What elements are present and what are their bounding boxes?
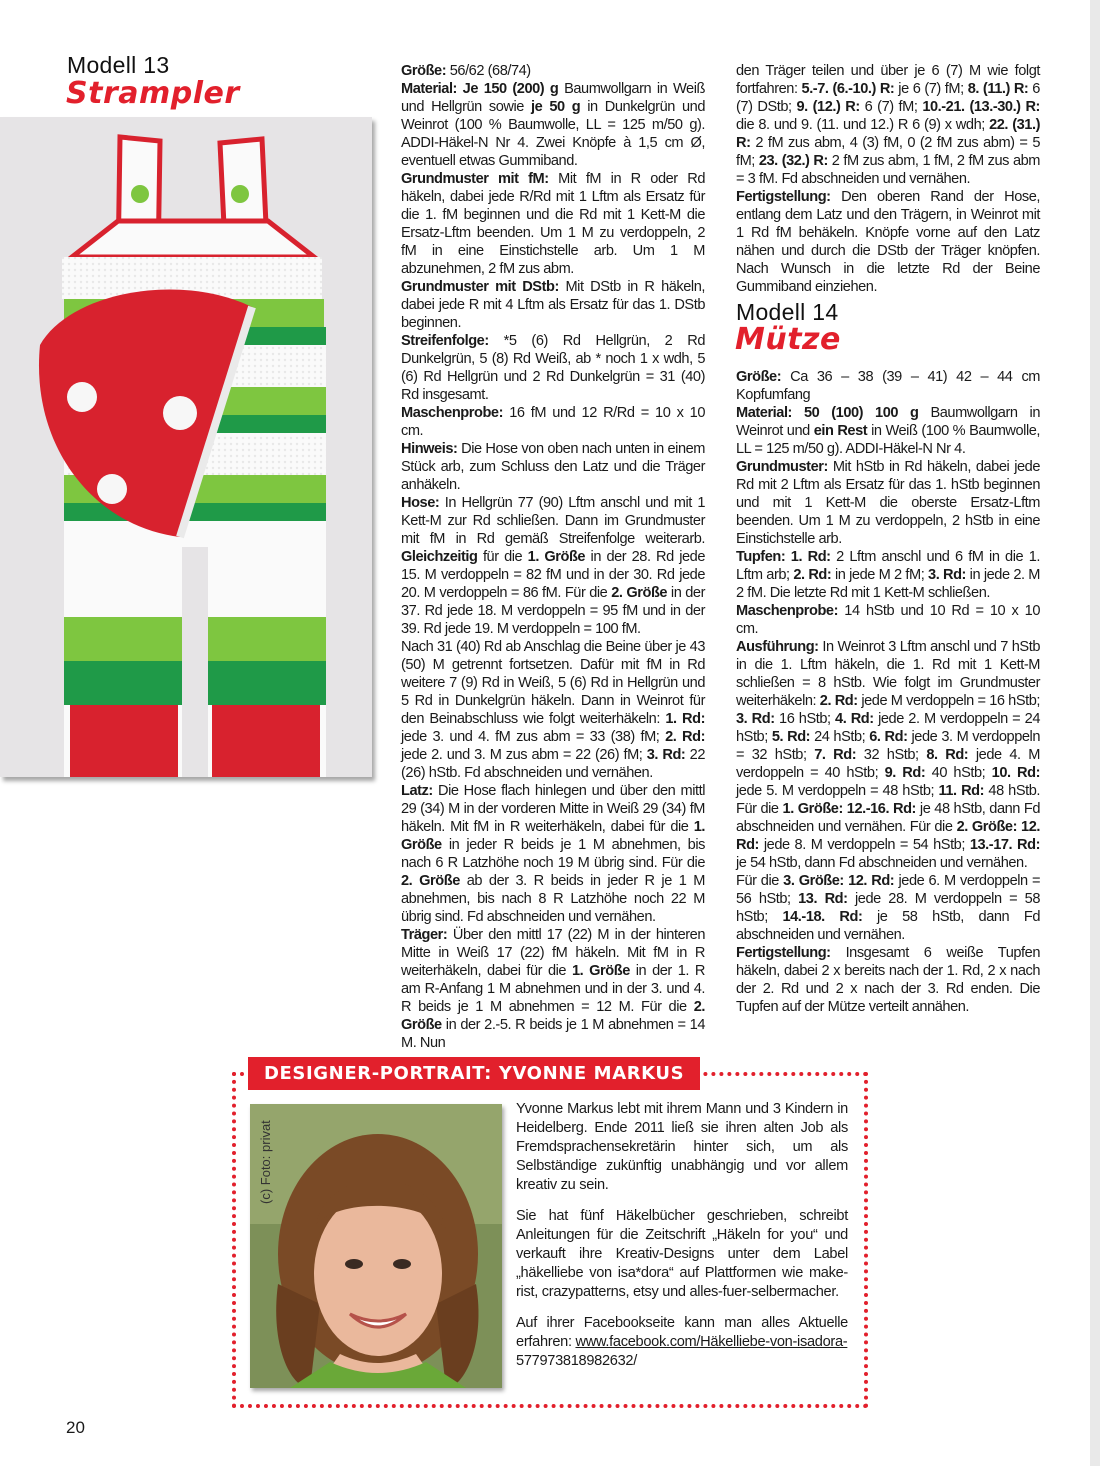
text-run: jede 3. M verdoppeln = 32 hStb; [736,729,1041,763]
bold-term: 22. (31.) R: [736,117,1040,151]
model14-title: Modell 14 [736,299,839,325]
page-edge [1090,0,1100,1466]
text-run: in jede M 2 fM; [831,567,929,583]
model13-title: Modell 13 [67,52,170,78]
text-run: Baumwollgarn in Weinrot und [736,405,1040,439]
romper-photo [0,117,372,777]
text-paragraph [736,548,1040,602]
text-run: in der 28. Rd jede 15. M verdoppeln = 82 fM und in der 30. Rd jede 20. M verdoppeln = 86 fM. Für die [401,549,706,601]
text-run: in der 37. Rd jede 18. M verdoppeln = 95 fM und in der 39. Rd jede 19. M verdoppeln = 100 fM. [401,585,705,637]
text-paragraph [736,404,1040,458]
bold-term: 10.-21. (13.-30.) R: [922,99,1040,115]
text-paragraph [401,404,705,440]
text-run: In Weinrot 3 Lftm anschl und 7 hStb in die 1. Lftm häkeln, die 1. Rd mit 1 Kett-M schließen = 8 hStb. Wie folgt im Grundmuster weiterhäkeln: [736,639,1040,709]
text-run: jede 28. M verdoppeln = 58 hStb; [736,891,1040,925]
bold-term: 6. Rd: [869,729,908,745]
bold-term: Tupfen: 1. Rd: [736,549,831,565]
designer-bio [516,1100,848,1383]
bold-term: 2. Rd: [665,729,705,745]
text-run: ab der 3. R beids in jeder R je 1 M abnehmen, bis nach 8 R Latzhöhe noch 22 M übrig sind. Fd abschneiden und vernähen. [401,873,705,925]
designer-heading: DESIGNER-PORTRAIT: YVONNE MARKUS [248,1057,700,1090]
text-paragraph [401,494,705,638]
bold-term: Maschenprobe: [736,603,838,619]
bold-term: Streifenfolge: [401,333,489,349]
bold-term: 10. Rd: [991,765,1040,781]
bold-term: 2. Größe: 12. Rd: [736,819,1040,853]
bold-term: 3. Größe: 12. Rd: [783,873,895,889]
text-run: für die [477,549,528,565]
bold-term: 13.-17. Rd: [969,837,1040,853]
bold-term: Größe: [401,63,447,79]
text-run: Mit fM in R oder Rd häkeln, dabei jede R/Rd mit 1 Lftm als Ersatz für die 1. fM beginnen und die Rd mit 1 Kett-M die Ersatz-Lftm beenden. Um 1 M zu verdoppeln, 2 fM in eine Einstichstelle arb. Um 1 M abzunehmen, 2 fM zus abm. [401,171,705,277]
text-run: jede 5. M verdoppeln = 48 hStb; [736,783,939,799]
bold-term: Fertigstellung: [736,945,831,961]
designer-photo [250,1104,502,1388]
bold-term: Material: Je 150 (200) g [401,81,559,97]
text-paragraph [736,188,1040,296]
text-run: Baumwollgarn in Weiß und Hellgrün sowie [401,81,705,115]
model13-subtitle: Strampler [66,76,240,111]
text-run: Über den mittl 17 (22) M in der hinteren Mitte in Weiß 17 (22) fM häkeln. Mit fM in R weiterhäkeln, dabei für die [401,927,705,979]
bold-term: 3. Rd: [736,711,775,727]
bold-term: Größe: [736,369,782,385]
text-paragraph [401,440,705,494]
page-number: 20 [66,1418,85,1437]
bold-term: Träger: [401,927,448,943]
bold-term: 5. Rd: [771,729,811,745]
text-paragraph [736,368,1040,404]
bold-term: Material: 50 (100) 100 g [736,405,919,421]
bio-paragraph-3-text: Auf ihrer Facebookseite kann man alles Aktuelle erfahren: [516,1315,848,1350]
bold-term: 9. (12.) R: [796,99,860,115]
text-run: 40 hStb; [925,765,992,781]
bold-term: 1. Größe [571,963,630,979]
text-run: In Hellgrün 77 (90) Lftm anschl und mit 1 Kett-M zur Rd schließen. Dann im Grundmuster mit fM in Rd gemäß Streifenfolge weiterarb. [401,495,705,547]
text-run: Für die [736,873,784,889]
bold-term: Hose: [401,495,440,511]
text-run: 14 hStb und 10 Rd = 10 x 10 cm. [736,603,1040,637]
bold-term: 1. Größe [527,549,586,565]
bold-term: 9. Rd: [884,765,926,781]
bold-term: ein Rest [813,423,868,439]
bold-term: Maschenprobe: [401,405,503,421]
bold-term: 3. Rd: [928,567,966,583]
text-paragraph [401,80,705,170]
bold-term: Grundmuster mit DStb: [401,279,559,295]
text-run: Mit hStb in Rd häkeln, dabei jede Rd mit 2 Lftm als Ersatz für das 1. hStb beginnen und mit 1 Kett-M die oberste Ersatz-Lftm beenden. Um 1 M zu verdoppeln, 2 hStb in eine Einstichstelle arb. [736,459,1040,547]
text-run: 16 fM und 12 R/Rd = 10 x 10 cm. [401,405,705,439]
column-muetze-instructions [736,368,1040,1016]
text-run: 2 Lftm anschl und 6 fM in die 1. Lftm arb; [736,549,1040,583]
bold-term: 1. Größe: 12.-16. Rd: [782,801,916,817]
text-paragraph [736,944,1040,1016]
text-run: je 54 hStb, dann Fd abschneiden und vernähen. [736,855,1028,871]
text-run: 6 (7) DStb; [736,81,1040,115]
text-paragraph [736,458,1040,548]
text-paragraph [401,170,705,278]
photo-credit: (c) Foto: privat [258,1120,273,1204]
text-run: in Weiß (100 % Baumwolle, LL = 125 m/50 g). ADDI-Häkel-N Nr 4. [736,423,1041,457]
text-run: jede 2. und 3. M zus abm = 22 (26) fM; [401,747,647,763]
bold-term: 2. Rd: [793,567,832,583]
text-run: 16 hStb; [774,711,836,727]
text-run: Insgesamt 6 weiße Tupfen häkeln, dabei 2 x bereits nach der 1. Rd, 2 x nach der 2. Rd und 2 x nach der 3. Rd enden. Die Tupfen auf der Mütze verteilt annähen. [736,945,1040,1015]
text-run: 2 fM zus abm, 4 (3) fM, 0 (2 fM zus abm) = 5 fM; [736,135,1040,169]
bold-term: 11. Rd: [938,783,985,799]
text-run: 6 (7) fM; [859,99,923,115]
bold-term: 23. (32.) R: [758,153,828,169]
text-run: 32 hStb; [856,747,927,763]
facebook-link[interactable]: www.facebook.com/Häkelliebe-von-isadora- [575,1334,848,1350]
bold-term: Ausführung: [736,639,819,655]
text-run: 22 (26) hStb. Fd abschneiden und vernähen. [401,747,706,781]
text-paragraph [736,638,1040,872]
column-strampler-instructions [401,62,705,1052]
text-run: *5 (6) Rd Hellgrün, 2 Rd Dunkelgrün, 5 (8) Rd Weiß, ab * noch 1 x wdh, 5 (6) Rd Hellgrün und 2 Rd Dunkelgrün = 31 (40) Rd insgesamt. [401,333,705,403]
text-paragraph [401,62,705,80]
text-run: jede 2. M verdoppeln = 24 hStb; [736,711,1040,745]
bold-term: Grundmuster mit fM: [401,171,549,187]
text-run: in Dunkelgrün und Weinrot (100 % Baumwolle, LL = 125 m/50 g). ADDI-Häkel-N Nr 4. Zwei Knöpfe à 1,5 cm Ø, eventuell etwas Gummiband. [401,99,705,169]
bold-term: 8. Rd: [926,747,969,763]
model14-subtitle: Mütze [735,322,841,357]
text-run: Nach 31 (40) Rd ab Anschlag die Beine über je 43 (50) M getrennt fortsetzen. Dafür mit fM in Rd weitere 7 (9) Rd in Weiß, 5 (6) Rd in Hellgrün und 5 Rd in Dunkelgrün häkeln. Dann in Weinrot für den Beinabschluss wie folgt weiterhäkeln: [401,639,705,727]
bold-term: Grundmuster: [736,459,828,475]
text-run: 56/62 (68/74) [446,63,531,79]
bold-term: Latz: [401,783,433,799]
text-paragraph [736,602,1040,638]
text-run: je 6 (7) fM; [894,81,968,97]
text-paragraph [401,782,705,926]
text-run: jede 4. M verdoppeln = 40 hStb; [736,747,1040,781]
text-run: Ca 36 – 38 (39 – 41) 42 – 44 cm Kopfumfang [736,369,1040,403]
text-run: die 8. und 9. (11. und 12.) R 6 (9) x wdh; [736,117,990,133]
text-paragraph [736,62,1040,188]
bold-term: 4. Rd: [835,711,874,727]
bold-term: Gleichzeitig [401,549,478,565]
text-run: 24 hStb; [810,729,870,745]
bio-paragraph-2: Sie hat fünf Häkelbücher geschrieben, schreibt Anleitungen für die Zeitschrift „Häkeln for you“ und verkauft ihre Kreativ-Designs unter dem Label „häkelliebe von isa*dora“ auf Plattformen wie make-rist, crazypatterns, etsy und alles-fuer-selbermacher. [516,1208,848,1300]
text-run: je 58 hStb, dann Fd abschneiden und vernähen. [736,909,1040,943]
bold-term: 3. Rd: [646,747,686,763]
bold-term: 1. Größe [401,819,705,853]
text-run: in jede 2. M 2 fM. Die letzte Rd mit 1 Kett-M schließen. [736,567,1040,601]
text-run: jede 8. M verdoppeln = 54 hStb; [758,837,970,853]
bold-term: 1. Rd: [665,711,706,727]
bold-term: 2. Größe [611,585,668,601]
bold-term: 13. Rd: [798,891,848,907]
column-strampler-continued [736,62,1040,296]
text-run: jede M verdoppeln = 16 hStb; [857,693,1041,709]
bold-term: je 50 g [531,99,581,115]
text-run: in jeder R beids je 1 M abnehmen, bis nach 6 R Latzhöhe noch 19 M übrig sind. Für die [401,837,705,871]
text-run: jede 6. M verdoppeln = 56 hStb; [736,873,1041,907]
text-run: Den oberen Rand der Hose, entlang dem Latz und den Trägern, in Weinrot mit 1 Rd fM behäkeln. Knöpfe vorne auf den Latz nähen und durch die DStb der Träger knöpfen. Nach Wunsch in die letzte Rd der Beine Gummiband einziehen. [736,189,1040,295]
romper-illustration [0,117,372,777]
text-paragraph [401,332,705,404]
bold-term: 8. (11.) R: [967,81,1029,97]
text-run: den Träger teilen und über je 6 (7) M wie folgt fortfahren: [736,63,1040,97]
text-paragraph [401,278,705,332]
bold-term: Fertigstellung: [736,189,831,205]
text-run: jede 3. und 4. fM zus abm = 33 (38) fM; [401,729,666,745]
text-paragraph [401,638,705,782]
text-run: Die Hose von oben nach unten in einem Stück arb, zum Schluss den Latz und die Träger anhäkeln. [401,441,705,493]
bold-term: 2. Rd: [819,693,858,709]
facebook-link-tail[interactable]: 577973818982632/ [516,1353,638,1369]
text-run: je 48 hStb, dann Fd abschneiden und vernähen. Für die [736,801,1041,835]
text-run: Die Hose flach hinlegen und über den mittl 29 (34) M in der vorderen Mitte in Weiß 29 (34) fM häkeln. Mit fM in R weiterhäkeln, dabei für die [401,783,705,835]
bio-paragraph-1: Yvonne Markus lebt mit ihrem Mann und 3 Kindern in Heidelberg. Ende 2011 ließ sie ihren alten Job als Fremdsprachensekretärin hinter sich, um als Selbständige zukünftig unabhängig und vor allem kreativ zu sein. [516,1101,848,1193]
text-paragraph [401,926,705,1052]
text-run: in der 2.-5. R beids je 1 M abnehmen = 14 M. Nun [401,1017,705,1051]
bold-term: Hinweis: [401,441,458,457]
text-run: Mit DStb in R häkeln, dabei jede R mit 4 Lftm als Ersatz für das 1. DStb beginnen. [401,279,705,331]
designer-portrait-illustration [250,1104,502,1388]
bold-term: 2. Größe [401,873,460,889]
bio-paragraph-3 [516,1314,848,1371]
bold-term: 14.-18. Rd: [782,909,863,925]
bold-term: 2. Größe [401,999,705,1033]
text-paragraph [736,872,1040,944]
text-run: 2 fM zus abm, 1 fM, 2 fM zus abm = 3 fM. Fd abschneiden und vernähen. [736,153,1040,187]
bold-term: 7. Rd: [814,747,857,763]
bold-term: 5.-7. (6.-10.) R: [801,81,895,97]
text-run: 48 hStb. Für die [736,783,1040,817]
text-run: in der 1. R am R-Anfang 1 M abnehmen und in der 3. und 4. R beids je 1 M abnehmen = 12 M. Für die [401,963,705,1015]
